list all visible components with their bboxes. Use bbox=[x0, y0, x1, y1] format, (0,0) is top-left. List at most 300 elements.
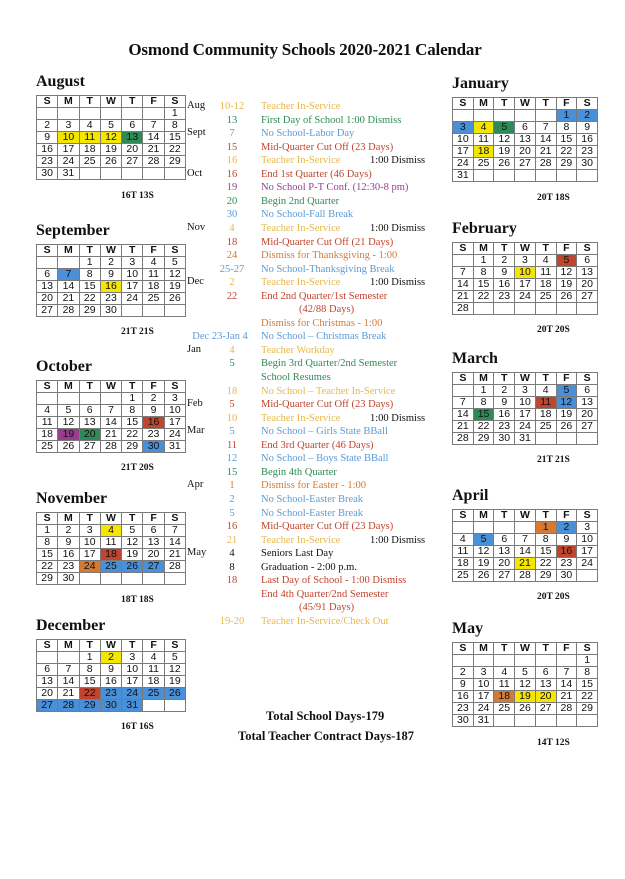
calendar-day: 19 bbox=[556, 409, 577, 421]
weekday-header: W bbox=[100, 96, 121, 108]
schedule-dismiss-note: 1:00 Dismiss bbox=[370, 277, 426, 289]
calendar-day: 26 bbox=[122, 561, 143, 573]
calendar-day: 13 bbox=[535, 679, 556, 691]
calendar-day: 18 bbox=[535, 409, 556, 421]
weekday-header: S bbox=[37, 381, 58, 393]
total-school-days: Total School Days-179 bbox=[266, 709, 385, 723]
schedule-date: 18 bbox=[226, 575, 238, 587]
calendar-day: 2 bbox=[143, 393, 164, 405]
calendar-day: 27 bbox=[494, 570, 515, 582]
schedule-date: 5 bbox=[229, 399, 235, 411]
calendar-day: 6 bbox=[494, 534, 515, 546]
schedule-event: Teacher Workday bbox=[261, 344, 335, 356]
weekday-header: T bbox=[79, 245, 100, 257]
calendar-day: 3 bbox=[577, 522, 598, 534]
calendar-day: 27 bbox=[37, 305, 58, 317]
calendar-day: 23 bbox=[143, 429, 164, 441]
calendar-day: 14 bbox=[58, 676, 79, 688]
weekday-header: M bbox=[473, 243, 494, 255]
calendar-day bbox=[100, 573, 121, 585]
schedule-event: Begin 2nd Quarter bbox=[261, 195, 340, 207]
schedule-event: No School – Teacher In-Service bbox=[261, 385, 396, 397]
calendar-day bbox=[37, 108, 58, 120]
schedule-event: Dismiss for Easter - 1:00 bbox=[261, 480, 366, 492]
month-grid bbox=[452, 372, 598, 445]
calendar-day: 23 bbox=[494, 421, 515, 433]
calendar-day: 26 bbox=[556, 291, 577, 303]
calendar-day bbox=[143, 700, 164, 712]
calendar-day: 14 bbox=[58, 281, 79, 293]
schedule-date: 5 bbox=[229, 507, 235, 519]
calendar-day: 24 bbox=[515, 421, 536, 433]
calendar-day: 2 bbox=[453, 667, 474, 679]
calendar-day: 14 bbox=[453, 409, 474, 421]
calendar-day bbox=[515, 170, 536, 182]
schedule-month: May bbox=[187, 547, 207, 559]
weekday-header: S bbox=[37, 513, 58, 525]
weekday-header: S bbox=[453, 98, 474, 110]
calendar-day: 3 bbox=[79, 525, 100, 537]
calendar-day: 30 bbox=[494, 433, 515, 445]
calendar-day: 7 bbox=[58, 664, 79, 676]
month-grid bbox=[36, 639, 186, 712]
schedule-event: Mid-Quarter Cut Off (23 Days) bbox=[261, 521, 394, 533]
calendar-day: 24 bbox=[122, 688, 143, 700]
calendar-day: 8 bbox=[122, 405, 143, 417]
calendar-day: 4 bbox=[494, 667, 515, 679]
month-day-totals: 16T 13S bbox=[121, 191, 154, 201]
schedule-month: Jan bbox=[187, 343, 201, 355]
calendar-day bbox=[515, 715, 536, 727]
month-day-totals: 18T 18S bbox=[121, 595, 154, 605]
calendar-day: 8 bbox=[79, 269, 100, 281]
calendar-day: 4 bbox=[37, 405, 58, 417]
schedule-date: 22 bbox=[226, 290, 238, 302]
calendar-day: 20 bbox=[122, 144, 143, 156]
calendar-day: 23 bbox=[577, 146, 598, 158]
calendar-day: 19 bbox=[515, 691, 536, 703]
schedule-event: Dismiss for Thanksgiving - 1:00 bbox=[261, 250, 398, 262]
month-grid bbox=[36, 512, 186, 585]
calendar-day: 16 bbox=[37, 144, 58, 156]
calendar-day: 19 bbox=[100, 144, 121, 156]
weekday-header: S bbox=[577, 510, 598, 522]
schedule-date: 16 bbox=[226, 155, 238, 167]
calendar-day: 27 bbox=[37, 700, 58, 712]
calendar-day: 12 bbox=[473, 546, 494, 558]
schedule-dismiss-note: 1:00 Dismiss bbox=[370, 222, 426, 234]
calendar-day: 21 bbox=[58, 293, 79, 305]
weekday-header: T bbox=[535, 243, 556, 255]
month-day-totals: 20T 20S bbox=[537, 325, 570, 335]
calendar-day: 10 bbox=[164, 405, 185, 417]
calendar-day: 11 bbox=[37, 417, 58, 429]
schedule-date: 10 bbox=[226, 412, 238, 424]
calendar-day: 15 bbox=[79, 676, 100, 688]
month-day-totals: 16T 16S bbox=[121, 722, 154, 732]
weekday-header: T bbox=[122, 245, 143, 257]
calendar-day: 21 bbox=[556, 691, 577, 703]
calendar-day: 16 bbox=[556, 546, 577, 558]
calendar-day: 26 bbox=[515, 703, 536, 715]
calendar-day bbox=[58, 393, 79, 405]
calendar-day: 12 bbox=[164, 269, 185, 281]
calendar-day: 29 bbox=[535, 570, 556, 582]
calendar-day bbox=[556, 170, 577, 182]
calendar-day: 10 bbox=[122, 269, 143, 281]
schedule-event: No School-Fall Break bbox=[261, 209, 354, 221]
calendar-day: 31 bbox=[164, 441, 185, 453]
weekday-header: S bbox=[453, 373, 474, 385]
schedule-date: 20 bbox=[226, 195, 238, 207]
schedule-date: 8 bbox=[229, 561, 235, 573]
calendar-day: 19 bbox=[494, 146, 515, 158]
weekday-header: W bbox=[515, 510, 536, 522]
schedule-event: Begin 3rd Quarter/2nd Semester bbox=[261, 358, 398, 370]
calendar-day: 10 bbox=[515, 397, 536, 409]
calendar-day: 1 bbox=[79, 257, 100, 269]
calendar-day: 8 bbox=[37, 537, 58, 549]
calendar-day: 24 bbox=[473, 703, 494, 715]
calendar-day bbox=[473, 170, 494, 182]
calendar-day: 24 bbox=[164, 429, 185, 441]
schedule-event: Teacher In-Service bbox=[261, 222, 341, 234]
weekday-header: S bbox=[453, 643, 474, 655]
calendar-day: 11 bbox=[100, 537, 121, 549]
calendar-day: 30 bbox=[58, 573, 79, 585]
calendar-day bbox=[577, 715, 598, 727]
calendar-day: 14 bbox=[143, 132, 164, 144]
calendar-day: 5 bbox=[58, 405, 79, 417]
schedule-date: 12 bbox=[226, 453, 238, 465]
calendar-day: 15 bbox=[164, 132, 185, 144]
calendar-day bbox=[515, 522, 536, 534]
schedule-month: Dec bbox=[187, 276, 204, 288]
calendar-day bbox=[143, 168, 164, 180]
calendar-day: 19 bbox=[164, 281, 185, 293]
schedule-date: 30 bbox=[226, 209, 238, 221]
calendar-day bbox=[535, 170, 556, 182]
month-name: February bbox=[452, 220, 517, 237]
weekday-header: T bbox=[79, 513, 100, 525]
weekday-header: M bbox=[473, 643, 494, 655]
weekday-header: S bbox=[164, 640, 185, 652]
calendar-day: 17 bbox=[453, 146, 474, 158]
calendar-day bbox=[100, 393, 121, 405]
calendar-day: 28 bbox=[453, 433, 474, 445]
calendar-day: 16 bbox=[100, 281, 121, 293]
schedule-date: 10-12 bbox=[219, 101, 245, 112]
calendar-day: 30 bbox=[453, 715, 474, 727]
calendar-day: 21 bbox=[100, 429, 121, 441]
weekday-header: S bbox=[453, 510, 474, 522]
calendar-day: 23 bbox=[58, 561, 79, 573]
schedule-event: (45/91 Days) bbox=[299, 602, 355, 614]
calendar-day bbox=[122, 573, 143, 585]
total-teacher-contract-days: Total Teacher Contract Days-187 bbox=[238, 729, 415, 743]
calendar-day: 31 bbox=[473, 715, 494, 727]
calendar-day: 16 bbox=[100, 676, 121, 688]
weekday-header: T bbox=[535, 373, 556, 385]
calendar-day: 14 bbox=[515, 546, 536, 558]
calendar-day bbox=[494, 715, 515, 727]
calendar-day: 15 bbox=[577, 679, 598, 691]
calendar-day: 18 bbox=[143, 676, 164, 688]
month-name: January bbox=[452, 75, 509, 92]
calendar-day: 13 bbox=[122, 132, 143, 144]
schedule-date: 21 bbox=[226, 534, 238, 546]
calendar-day: 15 bbox=[79, 281, 100, 293]
schedule-event: No School-Easter Break bbox=[261, 493, 364, 505]
calendar-day bbox=[453, 385, 474, 397]
schedule-event: Teacher In-Service bbox=[261, 412, 341, 424]
calendar-day: 27 bbox=[122, 156, 143, 168]
schedule-date: 25-27 bbox=[219, 263, 245, 275]
calendar-day: 13 bbox=[494, 546, 515, 558]
calendar-day: 24 bbox=[453, 158, 474, 170]
weekday-header: F bbox=[143, 96, 164, 108]
weekday-header: S bbox=[164, 381, 185, 393]
weekday-header: T bbox=[494, 98, 515, 110]
calendar-day: 9 bbox=[143, 405, 164, 417]
calendar-day: 9 bbox=[494, 397, 515, 409]
schedule-event: No School – Girls State BBall bbox=[261, 426, 388, 438]
calendar-day: 13 bbox=[37, 281, 58, 293]
schedule-date: 13 bbox=[226, 114, 238, 126]
calendar-day: 14 bbox=[164, 537, 185, 549]
calendar-day: 28 bbox=[58, 700, 79, 712]
calendar-day: 19 bbox=[58, 429, 79, 441]
calendar-day: 10 bbox=[515, 267, 536, 279]
page-title: Osmond Community Schools 2020-2021 Calendar bbox=[128, 40, 482, 59]
calendar-day bbox=[577, 570, 598, 582]
calendar-day: 18 bbox=[37, 429, 58, 441]
calendar-day: 27 bbox=[143, 561, 164, 573]
calendar-day: 21 bbox=[453, 291, 474, 303]
calendar-day: 29 bbox=[37, 573, 58, 585]
calendar-day: 7 bbox=[453, 267, 474, 279]
calendar-day: 20 bbox=[37, 688, 58, 700]
month-grid bbox=[452, 97, 598, 182]
calendar-day: 24 bbox=[515, 291, 536, 303]
calendar-day bbox=[473, 110, 494, 122]
calendar-day: 29 bbox=[556, 158, 577, 170]
calendar-day: 12 bbox=[556, 397, 577, 409]
schedule-date: Dec 23-Jan 4 bbox=[192, 331, 248, 343]
schedule-dismiss-note: 1:00 Dismiss bbox=[370, 534, 426, 546]
calendar-day: 14 bbox=[535, 134, 556, 146]
calendar-day: 24 bbox=[122, 293, 143, 305]
calendar-day bbox=[143, 305, 164, 317]
calendar-day: 13 bbox=[143, 537, 164, 549]
calendar-day: 20 bbox=[515, 146, 536, 158]
calendar-day bbox=[494, 170, 515, 182]
calendar-day: 17 bbox=[58, 144, 79, 156]
calendar-day: 20 bbox=[143, 549, 164, 561]
calendar-day: 6 bbox=[37, 269, 58, 281]
calendar-day: 2 bbox=[556, 522, 577, 534]
calendar-day: 20 bbox=[577, 409, 598, 421]
calendar-day: 16 bbox=[453, 691, 474, 703]
weekday-header: T bbox=[494, 373, 515, 385]
calendar-day: 26 bbox=[494, 158, 515, 170]
calendar-day: 7 bbox=[453, 397, 474, 409]
weekday-header: W bbox=[515, 243, 536, 255]
calendar-day: 22 bbox=[79, 293, 100, 305]
calendar-day: 30 bbox=[577, 158, 598, 170]
calendar-day: 8 bbox=[164, 120, 185, 132]
calendar-day: 22 bbox=[37, 561, 58, 573]
schedule-event: Begin 4th Quarter bbox=[261, 466, 337, 478]
calendar-day: 27 bbox=[577, 291, 598, 303]
month-day-totals: 20T 20S bbox=[537, 592, 570, 602]
schedule-date: 16 bbox=[226, 521, 238, 533]
calendar-day bbox=[79, 168, 100, 180]
weekday-header: F bbox=[556, 243, 577, 255]
calendar-day: 13 bbox=[577, 267, 598, 279]
calendar-day bbox=[453, 110, 474, 122]
calendar-day: 22 bbox=[473, 291, 494, 303]
weekday-header: S bbox=[453, 243, 474, 255]
calendar-day: 11 bbox=[453, 546, 474, 558]
calendar-day bbox=[494, 110, 515, 122]
calendar-day bbox=[122, 108, 143, 120]
calendar-day: 25 bbox=[535, 421, 556, 433]
calendar-day bbox=[556, 303, 577, 315]
weekday-header: F bbox=[143, 640, 164, 652]
weekday-header: F bbox=[556, 373, 577, 385]
month-grid bbox=[452, 242, 598, 315]
calendar-day: 9 bbox=[453, 679, 474, 691]
schedule-event: No School – Boys State BBall bbox=[261, 453, 389, 465]
calendar-day bbox=[494, 303, 515, 315]
calendar-day: 2 bbox=[100, 257, 121, 269]
schedule-month: Oct bbox=[187, 167, 203, 179]
weekday-header: W bbox=[100, 245, 121, 257]
weekday-header: S bbox=[37, 640, 58, 652]
calendar-day: 9 bbox=[100, 664, 121, 676]
calendar-day: 18 bbox=[535, 279, 556, 291]
month-day-totals: 21T 21S bbox=[121, 327, 154, 337]
schedule-date: 15 bbox=[226, 466, 238, 478]
calendar-day: 29 bbox=[122, 441, 143, 453]
calendar-day: 28 bbox=[164, 561, 185, 573]
calendar-day: 19 bbox=[164, 676, 185, 688]
calendar-day bbox=[164, 700, 185, 712]
calendar-day: 12 bbox=[494, 134, 515, 146]
calendar-day: 25 bbox=[453, 570, 474, 582]
calendar-day: 9 bbox=[494, 267, 515, 279]
calendar-day: 5 bbox=[515, 667, 536, 679]
weekday-header: M bbox=[58, 381, 79, 393]
calendar-day: 23 bbox=[494, 291, 515, 303]
schedule-event: Graduation - 2:00 p.m. bbox=[261, 561, 357, 573]
calendar-day: 3 bbox=[473, 667, 494, 679]
calendar-day: 3 bbox=[58, 120, 79, 132]
calendar-day: 22 bbox=[535, 558, 556, 570]
schedule-date: 2 bbox=[229, 493, 235, 505]
schedule-event: No School-Labor Day bbox=[261, 128, 355, 140]
calendar-day: 10 bbox=[122, 664, 143, 676]
month-day-totals: 21T 20S bbox=[121, 463, 154, 473]
schedule-event: End 3rd Quarter (46 Days) bbox=[261, 439, 374, 451]
calendar-day bbox=[143, 108, 164, 120]
calendar-day: 17 bbox=[164, 417, 185, 429]
calendar-day: 28 bbox=[100, 441, 121, 453]
calendar-day: 11 bbox=[535, 267, 556, 279]
month-name: December bbox=[36, 617, 106, 634]
calendar-day: 22 bbox=[577, 691, 598, 703]
weekday-header: S bbox=[164, 96, 185, 108]
calendar-day: 21 bbox=[143, 144, 164, 156]
calendar-day: 18 bbox=[473, 146, 494, 158]
weekday-header: S bbox=[577, 243, 598, 255]
calendar-day: 11 bbox=[79, 132, 100, 144]
weekday-header: T bbox=[79, 640, 100, 652]
calendar-day: 21 bbox=[515, 558, 536, 570]
weekday-header: F bbox=[556, 643, 577, 655]
calendar-day: 15 bbox=[37, 549, 58, 561]
calendar-day: 15 bbox=[473, 409, 494, 421]
calendar-day: 5 bbox=[100, 120, 121, 132]
calendar-day: 28 bbox=[453, 303, 474, 315]
weekday-header: S bbox=[37, 96, 58, 108]
calendar-day: 2 bbox=[494, 255, 515, 267]
calendar-day: 10 bbox=[58, 132, 79, 144]
weekday-header: T bbox=[535, 98, 556, 110]
calendar-day: 30 bbox=[556, 570, 577, 582]
calendar-day: 27 bbox=[79, 441, 100, 453]
schedule-event: Teacher In-Service bbox=[261, 155, 341, 167]
calendar-day: 14 bbox=[453, 279, 474, 291]
calendar-day bbox=[473, 655, 494, 667]
calendar-day: 16 bbox=[494, 409, 515, 421]
schedule-event: End 4th Quarter/2nd Semester bbox=[261, 588, 389, 600]
calendar-day: 22 bbox=[122, 429, 143, 441]
calendar-day: 11 bbox=[143, 664, 164, 676]
calendar-day: 16 bbox=[494, 279, 515, 291]
weekday-header: W bbox=[515, 373, 536, 385]
month-grid bbox=[452, 642, 598, 727]
calendar-day: 3 bbox=[515, 255, 536, 267]
calendar-day: 25 bbox=[143, 688, 164, 700]
calendar-day bbox=[453, 655, 474, 667]
calendar-day bbox=[535, 110, 556, 122]
calendar-day: 20 bbox=[494, 558, 515, 570]
weekday-header: T bbox=[535, 510, 556, 522]
calendar-day: 10 bbox=[79, 537, 100, 549]
month-name: March bbox=[452, 350, 498, 367]
calendar-day: 25 bbox=[100, 561, 121, 573]
calendar-day: 13 bbox=[79, 417, 100, 429]
calendar-day: 3 bbox=[164, 393, 185, 405]
month-name: October bbox=[36, 358, 92, 375]
calendar-day: 30 bbox=[100, 305, 121, 317]
calendar-day: 7 bbox=[515, 534, 536, 546]
calendar-day: 1 bbox=[79, 652, 100, 664]
calendar-day bbox=[164, 305, 185, 317]
schedule-month: Nov bbox=[187, 221, 206, 233]
calendar-day: 22 bbox=[79, 688, 100, 700]
calendar-day: 31 bbox=[122, 700, 143, 712]
calendar-day bbox=[535, 303, 556, 315]
calendar-day bbox=[515, 303, 536, 315]
calendar-day: 17 bbox=[577, 546, 598, 558]
calendar-day: 6 bbox=[515, 122, 536, 134]
calendar-day: 21 bbox=[535, 146, 556, 158]
schedule-event: School Resumes bbox=[261, 372, 331, 383]
calendar-day bbox=[58, 652, 79, 664]
